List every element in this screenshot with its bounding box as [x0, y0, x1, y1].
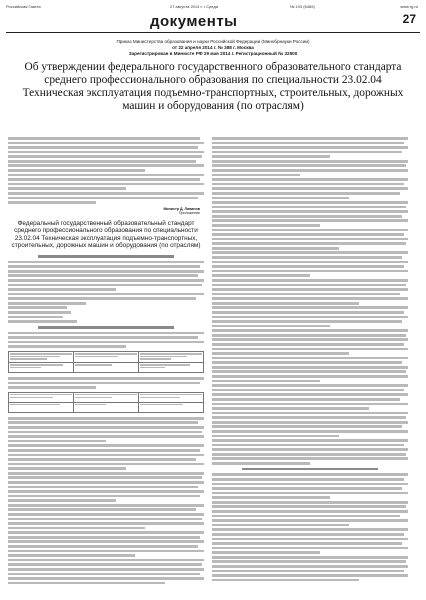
appendix-label: Приложение: [178, 211, 200, 216]
standard-title: Федеральный государственный образовательный стандарт среднего профессионального образования по специальности 23.02.04 Техническая эксплуатация подъемно-транспортных, строительных, дорожных машин и оборудования (по отраслям): [11, 219, 201, 250]
subheading-bar: [242, 468, 378, 471]
page-number: 27: [402, 12, 416, 26]
issue-date: 27 августа 2014 г. • Среда: [170, 4, 218, 9]
subheading-bar: [38, 326, 174, 329]
section-text: [8, 261, 204, 323]
order-block: [20, 39, 406, 57]
body-text: [8, 417, 204, 585]
qualification-table: [8, 392, 204, 413]
signatory: Министр Д. Ливанов: [163, 206, 200, 211]
subheading-bar: [38, 255, 174, 258]
section-text: [8, 332, 204, 348]
order-registration: Зарегистрирован в Минюсте РФ 29 мая 2014 г. Регистрационный № 32500: [128, 51, 298, 56]
left-column: [8, 137, 204, 592]
issue-number: № 193 (6465): [290, 4, 315, 9]
masthead: Российская Газета: [6, 4, 41, 9]
section-text: [8, 377, 204, 389]
signature-block: [8, 207, 200, 216]
page-header: [0, 0, 426, 36]
body-text: [212, 473, 408, 581]
right-column: [212, 137, 408, 592]
intro-text: [8, 137, 204, 204]
site-url: www.rg.ru: [400, 4, 418, 9]
header-rule: [6, 32, 420, 33]
order-issuer: Приказ Министерства образования и науки Российской Федерации (Минобрнауки России): [116, 39, 310, 44]
body-text: [212, 137, 408, 465]
section-title: документы: [150, 13, 238, 30]
qualification-table: [8, 351, 204, 373]
order-number: от 22 апреля 2014 г. № 388 г. Москва: [172, 45, 254, 50]
document-headline: Об утверждении федерального государственного образовательного стандарта среднего профессионального образования по специальности 23.02.04 Техническая эксплуатация подъемно-транспортных, строительных, дорожных машин и оборудования (по отраслям): [22, 61, 404, 112]
